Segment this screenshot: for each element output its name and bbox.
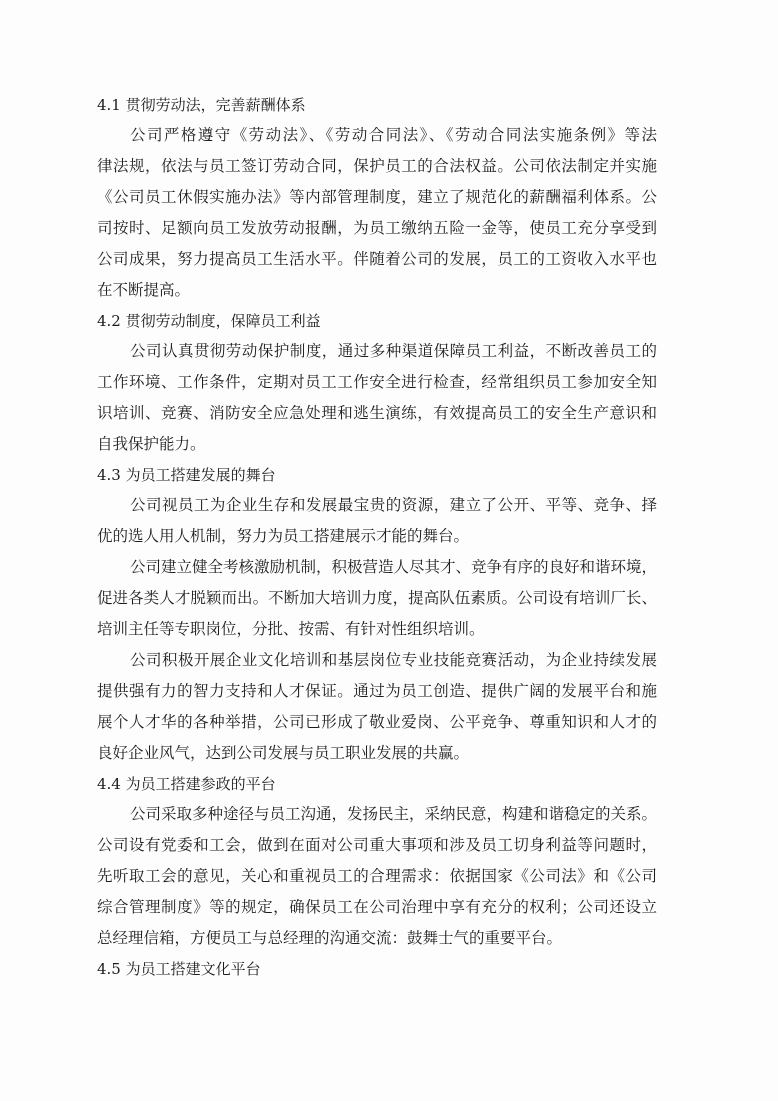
paragraph-line: 综合管理制度》等的规定，确保员工在公司治理中享有充分的权利；公司还设立	[97, 898, 657, 916]
paragraph-line: 工作环境、工作条件，定期对员工工作安全进行检查，经常组织员工参加安全知	[97, 373, 657, 391]
document-body	[97, 90, 657, 984]
paragraph-line: 良好企业风气，达到公司发展与员工职业发展的共赢。	[97, 744, 470, 762]
section-heading: 4.4 为员工搭建参政的平台	[97, 775, 276, 793]
paragraph-line: 《公司员工休假实施办法》等内部管理制度，建立了规范化的薪酬福利体系。公	[97, 188, 657, 206]
paragraph-line: 公司成果，努力提高员工生活水平。伴随着公司的发展，员工的工资收入水平也	[97, 250, 657, 268]
body-paragraph	[97, 645, 657, 769]
paragraph-line: 公司积极开展企业文化培训和基层岗位专业技能竞赛活动，为企业持续发展	[130, 651, 657, 669]
paragraph-line: 总经理信箱，方便员工与总经理的沟通交流：鼓舞士气的重要平台。	[97, 929, 563, 947]
body-paragraph	[97, 799, 657, 954]
body-paragraph	[97, 120, 657, 306]
body-paragraph	[97, 336, 657, 460]
paragraph-line: 展个人才华的各种举措，公司已形成了敬业爱岗、公平竞争、尊重知识和人才的	[97, 713, 657, 731]
paragraph-line: 识培训、竞赛、消防安全应急处理和逃生演练，有效提高员工的安全生产意识和	[97, 404, 657, 422]
paragraph-line: 公司设有党委和工会，做到在面对公司重大事项和涉及员工切身利益等问题时，	[97, 836, 657, 854]
paragraph-line: 公司严格遵守《劳动法》、《劳动合同法》、《劳动合同法实施条例》等法	[130, 126, 657, 144]
paragraph-line: 自我保护能力。	[97, 435, 206, 453]
section-heading: 4.2 贯彻劳动制度，保障员工利益	[97, 312, 321, 330]
section-heading: 4.5 为员工搭建文化平台	[97, 960, 261, 978]
section-heading: 4.3 为员工搭建发展的舞台	[97, 466, 276, 484]
paragraph-line: 公司认真贯彻劳动保护制度，通过多种渠道保障员工利益，不断改善员工的	[130, 342, 657, 360]
paragraph-line: 律法规，依法与员工签订劳动合同，保护员工的合法权益。公司依法制定并实施	[97, 157, 657, 175]
paragraph-line: 先听取工会的意见，关心和重视员工的合理需求：依据国家《公司法》和《公司	[97, 867, 657, 885]
paragraph-line: 司按时、足额向员工发放劳动报酬，为员工缴纳五险一金等，使员工充分享受到	[97, 219, 657, 237]
section-heading: 4.1 贯彻劳动法，完善薪酬体系	[97, 96, 306, 114]
body-paragraph	[97, 552, 657, 645]
paragraph-line: 培训主任等专职岗位，分批、按需、有针对性组织培训。	[97, 620, 485, 638]
paragraph-line: 公司视员工为企业生存和发展最宝贵的资源，建立了公开、平等、竞争、择	[130, 496, 657, 514]
paragraph-line: 公司建立健全考核激励机制，积极营造人尽其才、竞争有序的良好和谐环境，	[130, 558, 658, 576]
paragraph-line: 促进各类人才脱颖而出。不断加大培训力度，提高队伍素质。公司设有培训厂长、	[97, 589, 657, 607]
paragraph-line: 公司采取多种途径与员工沟通，发扬民主，采纳民意，构建和谐稳定的关系。	[130, 805, 658, 823]
paragraph-line: 在不断提高。	[97, 281, 191, 299]
body-paragraph	[97, 490, 657, 552]
paragraph-line: 优的选人用人机制，努力为员工搭建展示才能的舞台。	[97, 527, 470, 545]
paragraph-line: 提供强有力的智力支持和人才保证。通过为员工创造、提供广阔的发展平台和施	[97, 682, 657, 700]
